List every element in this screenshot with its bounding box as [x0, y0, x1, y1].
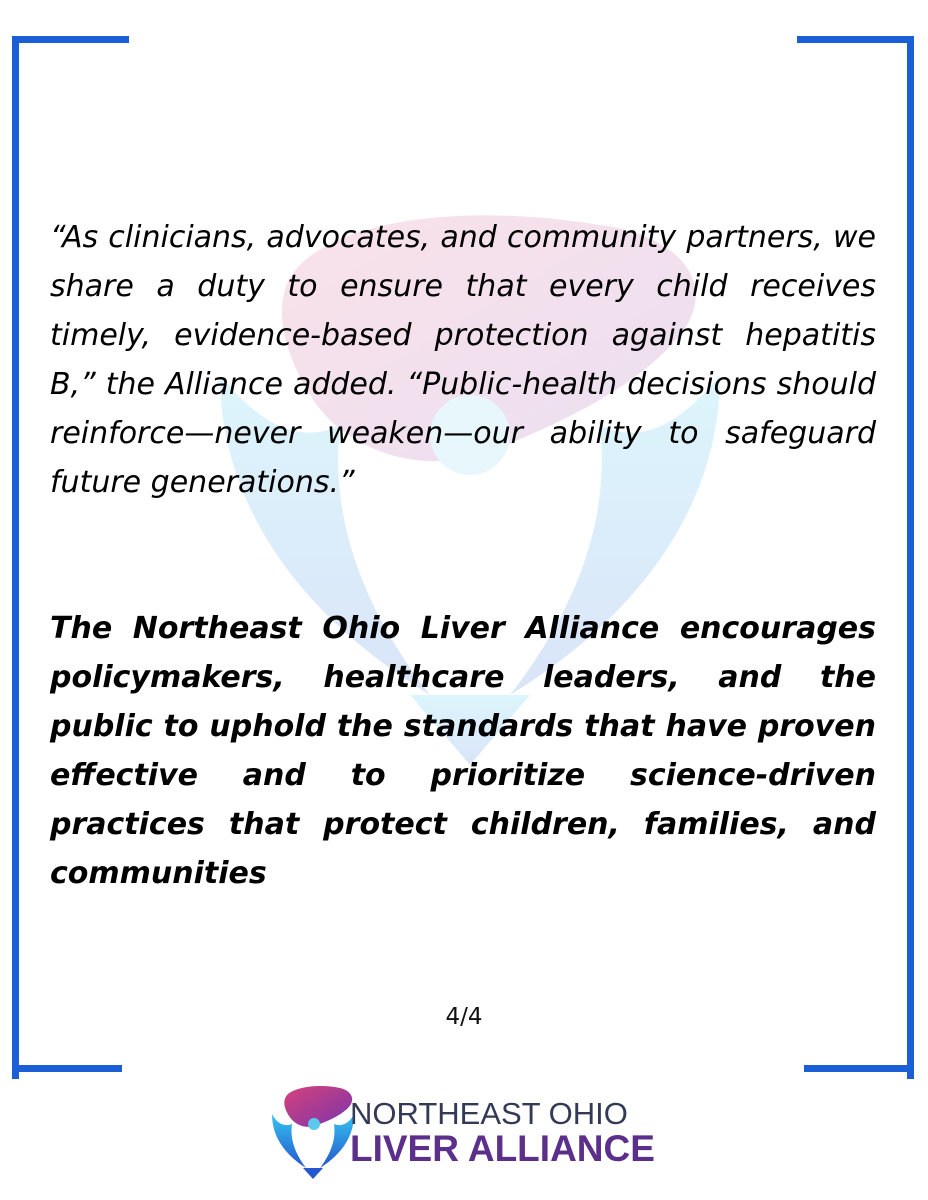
statement-paragraph: The Northeast Ohio Liver Alliance encourages policymakers, healthcare leaders, and the public to uphold the standards that have proven effective and to prioritize science-driven practices that protect children, families, and communities [50, 611, 876, 891]
alliance-logo [266, 1080, 676, 1180]
page-number: 4/4 [445, 1004, 483, 1030]
logo-text-northeast-ohio: NORTHEAST OHIO [350, 1096, 628, 1131]
frame-bracket-bottom-right [804, 1065, 914, 1072]
frame-bracket-top-right [797, 36, 914, 1079]
logo-text-liver-alliance: LIVER ALLIANCE [350, 1128, 655, 1169]
frame-bracket-top-left [12, 36, 129, 1079]
liver-hands-logo-icon [266, 1080, 356, 1180]
frame-bracket-bottom-left [12, 1065, 122, 1072]
quote-paragraph: “As clinicians, advocates, and community partners, we share a duty to ensure that every child receives timely, evidence-based protection against hepatitis B,” the Alliance added. “Public-health decisions should reinforce—never weaken—our ability to safeguard future generations.” [50, 220, 876, 500]
